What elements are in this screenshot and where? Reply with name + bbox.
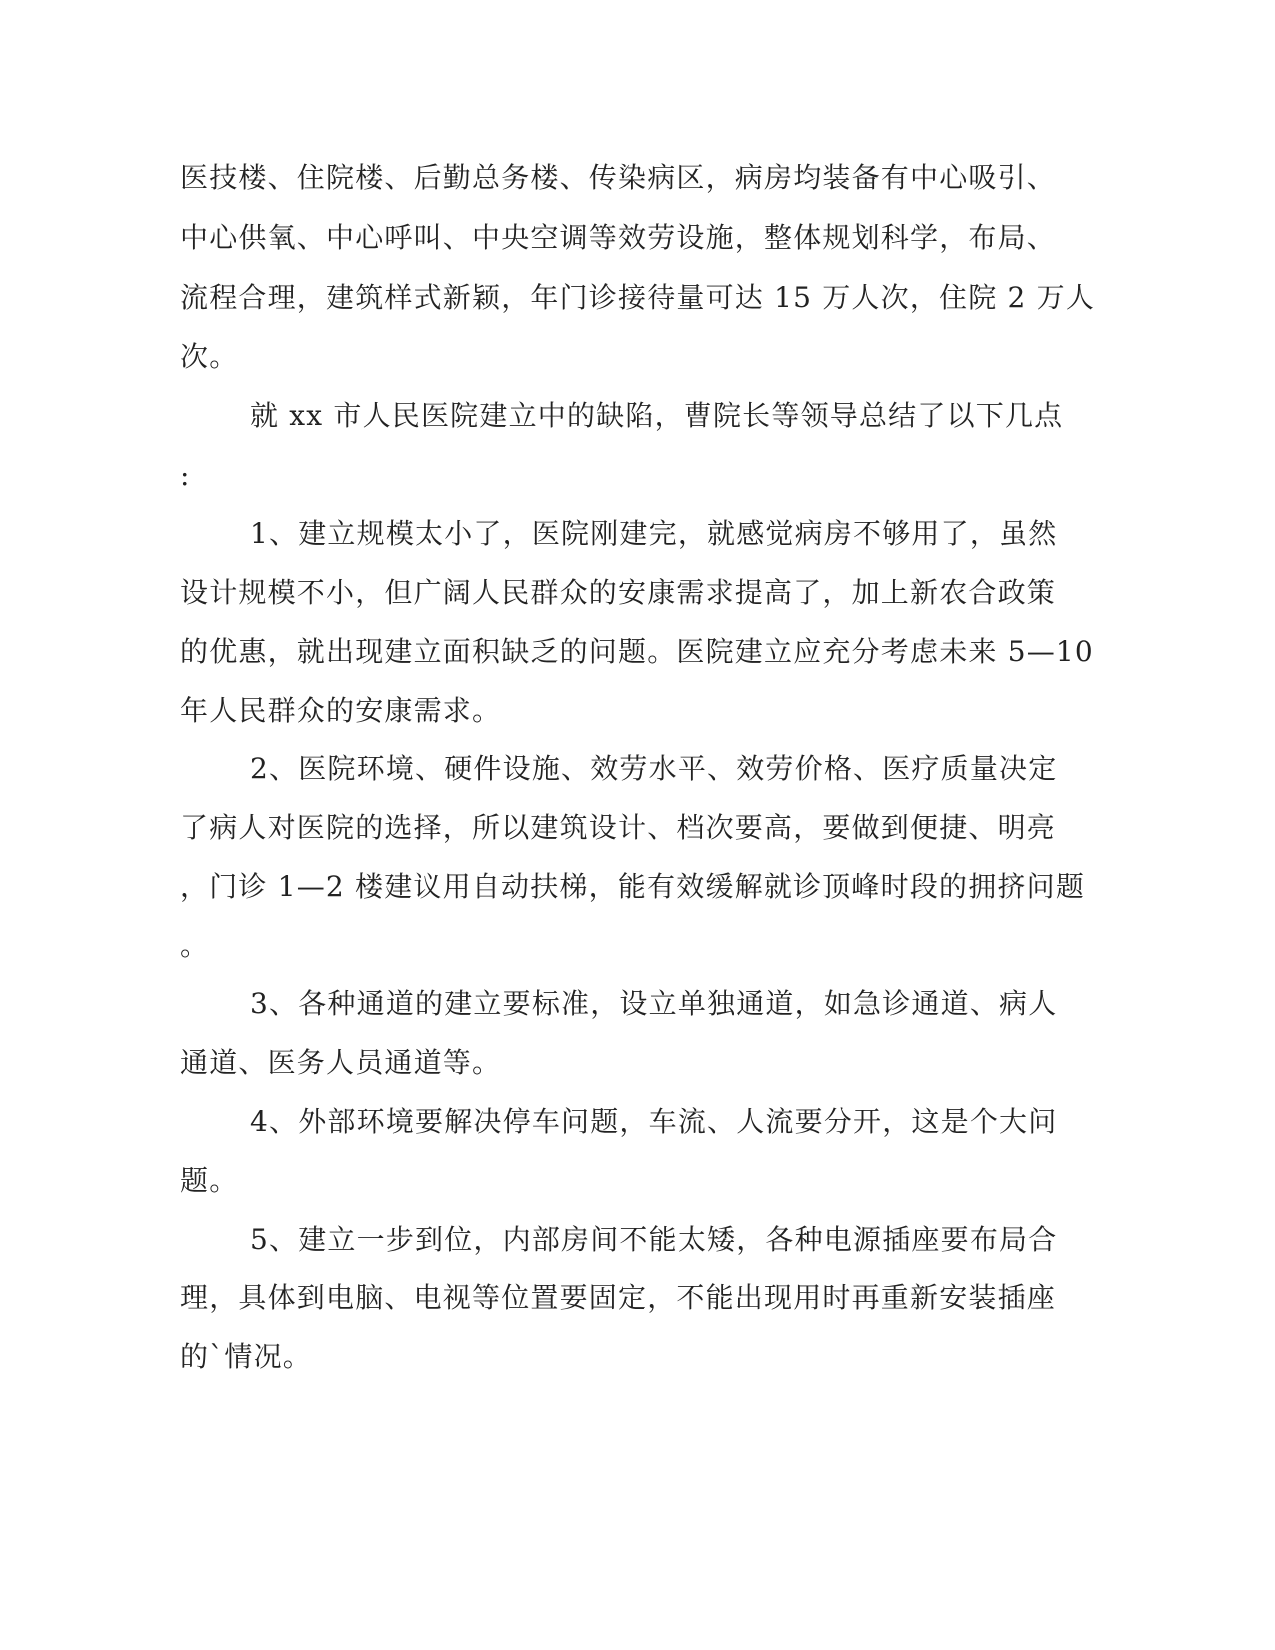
text-line: 。 [180,929,210,962]
text-line: 医技楼、住院楼、后勤总务楼、传染病区，病房均装备有中心吸引、 [180,161,1057,194]
text-line: 4、外部环境要解决停车问题，车流、人流要分开，这是个大问 [250,1105,1058,1138]
text-line: 5、建立一步到位，内部房间不能太矮，各种电源插座要布局合 [250,1223,1058,1256]
text-line: 3、各种通道的建立要标准，设立单独通道，如急诊通道、病人 [250,987,1058,1020]
text-line: 的优惠，就出现建立面积缺乏的问题。医院建立应充分考虑未来 5—10 [180,635,1094,668]
text-line: 年人民群众的安康需求。 [180,694,502,727]
text-line: 通道、医务人员通道等。 [180,1046,502,1079]
text-line: 理，具体到电脑、电视等位置要固定，不能出现用时再重新安装插座 [180,1281,1057,1314]
text-line: 设计规模不小，但广阔人民群众的安康需求提高了，加上新农合政策 [180,576,1057,609]
text-line: 题。 [180,1164,239,1197]
text-line: 2、医院环境、硬件设施、效劳水平、效劳价格、医疗质量决定 [250,752,1058,785]
text-line: 中心供氧、中心呼叫、中央空调等效劳设施，整体规划科学，布局、 [180,221,1057,254]
text-line: 流程合理，建筑样式新颖，年门诊接待量可达 15 万人次，住院 2 万人 [180,281,1096,314]
text-line: : [180,459,191,492]
text-line: 的`情况。 [180,1340,313,1373]
text-line: 就 xx 市人民医院建立中的缺陷，曹院长等领导总结了以下几点 [250,399,1064,432]
text-line: ，门诊 1—2 楼建议用自动扶梯，能有效缓解就诊顶峰时段的拥挤问题 [180,870,1086,903]
text-line: 1、建立规模太小了，医院刚建完，就感觉病房不够用了，虽然 [250,517,1058,550]
text-line: 了病人对医院的选择，所以建筑设计、档次要高，要做到便捷、明亮 [180,811,1057,844]
text-line: 次。 [180,340,239,373]
